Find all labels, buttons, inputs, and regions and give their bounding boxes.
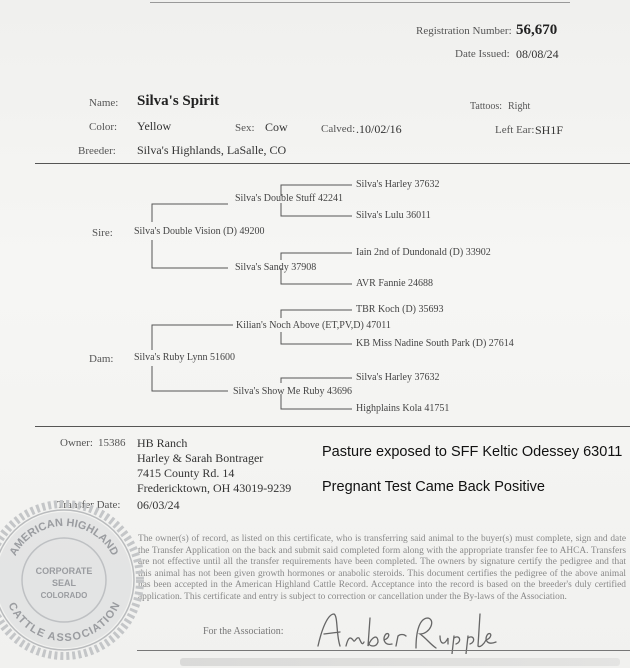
owner-line-1: HB Ranch xyxy=(137,436,188,450)
dam-dam: Silva's Show Me Ruby 43696 xyxy=(233,386,353,397)
breeder-label: Breeder: xyxy=(78,145,116,157)
legal-text: The owner(s) of record, as listed on this certificate, who is transferring said animal to the buyer(s) must complete, sign and date the Transfer Application on the back and submit said completed form along with the appropriate transfer fee to AHCA. Transfers are not effective until all the transfer requirements have been completed. The owners by signature certify the pedigree and that this animal has not been given growth hormones or anabolic steroids. This document certifies the pedigree of the above animal has been accepted in the American Highland Cattle Record. Acceptance into the record is based on the breeder's duly certified application. This certificate and entry is subject to correction or cancellation under the By-laws of the Association. xyxy=(138,534,626,602)
sire-dam-sire: Iain 2nd of Dundonald (D) 33902 xyxy=(356,247,491,258)
calved-label: Calved: xyxy=(321,123,356,135)
sex-value: Cow xyxy=(265,120,288,134)
owner-line-3: 7415 County Rd. 14 xyxy=(137,466,235,480)
date-issued: 08/08/24 xyxy=(516,47,559,61)
transfer-date: 06/03/24 xyxy=(137,498,180,512)
color-label: Color: xyxy=(89,121,118,133)
dam-sire: Kilian's Noch Above (ET,PV,D) 47011 xyxy=(236,320,391,331)
date-issued-label: Date Issued: xyxy=(455,48,510,60)
svg-text:CORPORATE: CORPORATE xyxy=(35,566,93,576)
sire-sire-sire: Silva's Harley 37632 xyxy=(356,179,440,190)
section-rule-2 xyxy=(35,426,630,427)
sire-dam: Silva's Sandy 37908 xyxy=(235,262,317,273)
dam-dam-sire: Silva's Harley 37632 xyxy=(356,372,440,383)
animal-name: Silva's Spirit xyxy=(137,93,220,109)
left-ear-value: SH1F xyxy=(535,123,564,137)
tattoos-value: Right xyxy=(508,101,531,112)
registration-number: 56,670 xyxy=(516,22,558,38)
breeder-value: Silva's Highlands, LaSalle, CO xyxy=(137,143,287,157)
color-value: Yellow xyxy=(137,119,172,133)
signature-line xyxy=(137,650,630,651)
pregnant-note: Pregnant Test Came Back Positive xyxy=(322,479,545,495)
svg-text:SEAL: SEAL xyxy=(51,578,77,588)
sire-dam-dam: AVR Fannie 24688 xyxy=(356,278,434,289)
owner-id: 15386 xyxy=(98,437,126,449)
dam-label: Dam: xyxy=(89,353,114,365)
name-label: Name: xyxy=(89,97,119,109)
sire-name: Silva's Double Vision (D) 49200 xyxy=(134,226,265,237)
signature-image xyxy=(312,610,502,654)
svg-text:CATTLE ASSOCIATION: CATTLE ASSOCIATION xyxy=(5,600,123,645)
sire-sire-dam: Silva's Lulu 36011 xyxy=(356,210,431,221)
sex-label: Sex: xyxy=(235,122,255,134)
dam-name: Silva's Ruby Lynn 51600 xyxy=(134,352,235,363)
sire-sire: Silva's Double Stuff 42241 xyxy=(235,193,344,204)
dam-sire-dam: KB Miss Nadine South Park (D) 27614 xyxy=(356,338,514,349)
transfer-date-label: Transfer Date: xyxy=(57,499,121,511)
svg-text:AMERICAN HIGHLAND: AMERICAN HIGHLAND xyxy=(7,516,121,558)
owner-line-4: Fredericktown, OH 43019-9239 xyxy=(137,481,292,495)
association-label: For the Association: xyxy=(203,626,284,637)
dam-dam-dam: Highplains Kola 41751 xyxy=(356,403,450,414)
calved-value: .10/02/16 xyxy=(356,122,402,136)
pasture-note: Pasture exposed to SFF Keltic Odessey 63011 xyxy=(322,444,623,460)
svg-text:COLORADO: COLORADO xyxy=(40,591,88,600)
registration-number-label: Registration Number: xyxy=(416,25,512,37)
tattoos-label: Tattoos: xyxy=(470,101,503,112)
footer-address xyxy=(180,658,620,666)
left-ear-label: Left Ear: xyxy=(495,124,535,136)
owner-label: Owner: xyxy=(60,437,93,449)
owner-line-2: Harley & Sarah Bontrager xyxy=(137,451,264,465)
dam-sire-sire: TBR Koch (D) 35693 xyxy=(356,304,444,315)
sire-label: Sire: xyxy=(92,227,113,239)
corporate-seal-image xyxy=(0,498,146,662)
